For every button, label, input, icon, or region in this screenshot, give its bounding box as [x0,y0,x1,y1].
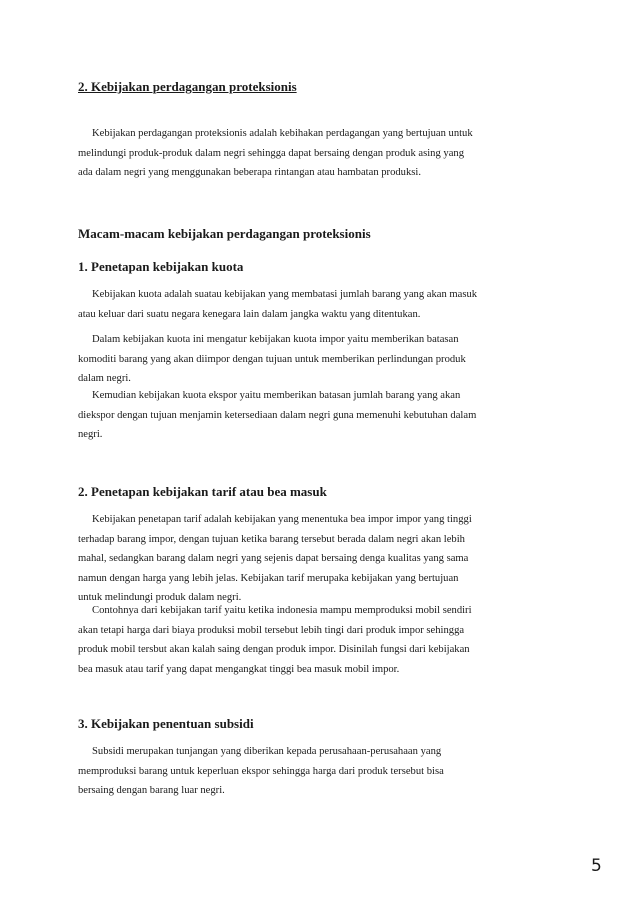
text-line: Dalam kebijakan kuota ini mengatur kebijakan kuota impor yaitu memberikan batasan [92,334,459,345]
paragraph-kuota-2 [78,330,566,389]
paragraph-kuota-1 [78,285,566,324]
subsection-title-tarif: 2. Penetapan kebijakan tarif atau bea masuk [78,484,327,499]
text-line: bea masuk atau tarif yang dapat mengangkat tinggi bea masuk mobil impor. [78,663,400,675]
text-line: Kebijakan perdagangan proteksionis adalah kebihakan perdagangan yang bertujuan untuk [92,128,473,139]
section-title-macam: Macam-macam kebijakan perdagangan proteksionis [78,226,371,241]
text-line: Kebijakan kuota adalah suatau kebijakan yang membatasi jumlah barang yang akan masuk [92,289,478,300]
text-line: diekspor dengan tujuan menjamin ketersediaan dalam negri guna memenuhi kebutuhan dalam [78,409,477,421]
text-line: produk mobil tersbut akan kalah saing dengan produk impor. Disinilah fungsi dari kebijakan [78,644,470,655]
page-number: 5 [591,856,602,876]
text-line: mahal, sedangkan barang dalam negri yang sejenis dapat bersaing denga kualitas yang sama [78,553,469,564]
text-line: akan tetapi harga dari biaya produksi mobil tersebut lebih tingi dari produk impor sehingga [78,624,465,636]
paragraph-tarif-1 [78,510,566,608]
paragraph-subsidi-1 [78,742,566,801]
text-line: Contohnya dari kebijakan tarif yaitu ketika indonesia mampu memproduksi mobil sendiri [92,605,472,616]
text-line: untuk melindungi produk dalam negri. [78,592,242,603]
text-line: dalam negri. [78,373,131,384]
text-line: terhadap barang impor, dengan tujuan ketika barang tersebut berada dalam negri akan lebih [78,533,465,545]
text-line: Subsidi merupakan tunjangan yang diberikan kepada perusahaan-perusahaan yang [92,746,442,757]
text-line: memproduksi barang untuk keperluan ekspor sehingga harga dari produk tersebut bisa [78,765,444,777]
text-line: bersaing dengan barang luar negri. [78,785,225,796]
text-line: atau keluar dari suatu negara kenegara lain dalam jangka waktu yang ditentukan. [78,308,421,320]
text-line: namun dengan harga yang lebih jelas. Kebijakan tarif merupaka kebijakan yang bertujuan [78,572,459,584]
text-line: Kebijakan penetapan tarif adalah kebijakan yang menentuka bea impor impor yang tinggi [92,514,472,525]
text-line: ada dalam negri yang menggunakan beberapa rintangan atau hambatan produksi. [78,167,421,178]
subsection-title-subsidi: 3. Kebijakan penentuan subsidi [78,716,254,731]
subsection-title-kuota: 1. Penetapan kebijakan kuota [78,259,244,274]
text-line: Kemudian kebijakan kuota ekspor yaitu memberikan batasan jumlah barang yang akan [92,390,461,401]
text-line: negri. [78,429,103,440]
section-title-proteksionis: 2. Kebijakan perdagangan proteksionis [78,79,297,94]
text-line: komoditi barang yang akan diimpor dengan tujuan untuk memberikan perlindungan produk [78,353,466,365]
paragraph-tarif-2 [78,601,566,679]
text-line: melindungi produk-produk dalam negri sehingga dapat bersaing dengan produk asing yang [78,147,464,159]
paragraph-proteksionis-definition [78,124,566,183]
paragraph-kuota-3 [78,386,566,445]
